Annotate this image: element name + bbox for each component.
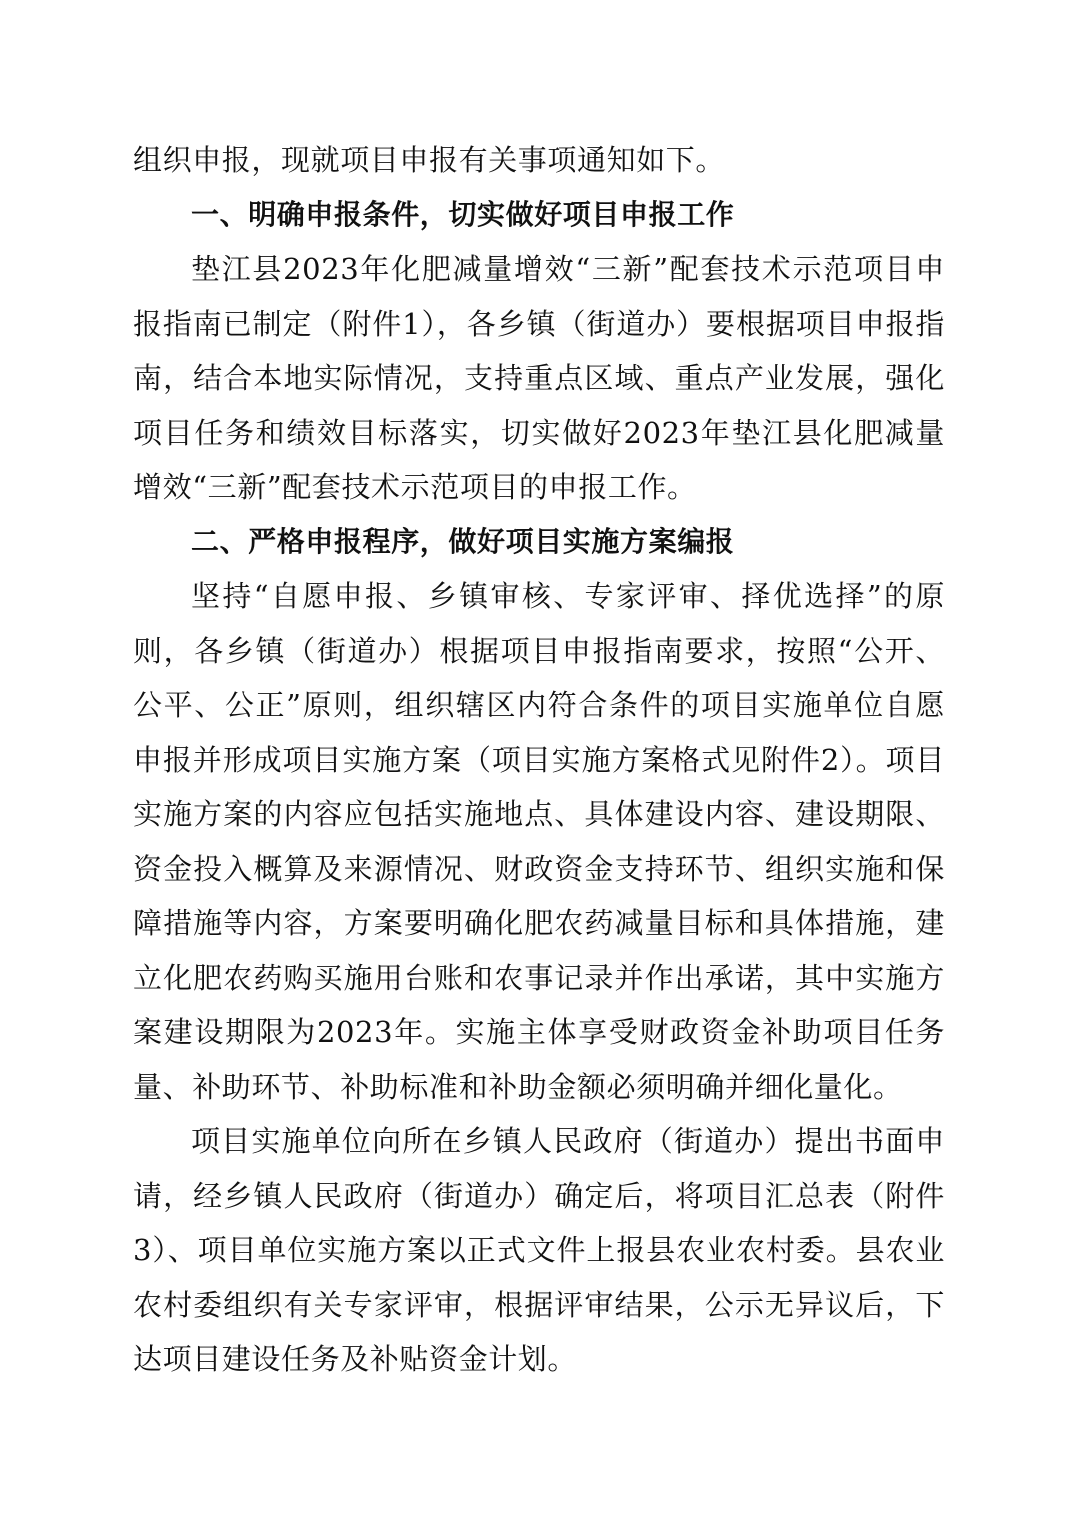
document-page bbox=[133, 133, 945, 1387]
paragraph-section-1-body: 垫江县2023年化肥减量增效“三新”配套技术示范项目申报指南已制定（附件1），各乡镇（街道办）要根据项目申报指南，结合本地实际情况，支持重点区域、重点产业发展，强化项目任务和绩效目标落实，切实做好2023年垫江县化肥减量增效“三新”配套技术示范项目的申报工作。 bbox=[133, 252, 945, 504]
paragraph-continuation: 组织申报，现就项目申报有关事项通知如下。 bbox=[133, 143, 726, 177]
paragraph-section-2-body: 坚持“自愿申报、乡镇审核、专家评审、择优选择”的原则，各乡镇（街道办）根据项目申报指南要求，按照“公开、公平、公正”原则，组织辖区内符合条件的项目实施单位自愿申报并形成项目实施方案（项目实施方案格式见附件2）。项目实施方案的内容应包括实施地点、具体建设内容、建设期限、资金投入概算及来源情况、财政资金支持环节、组织实施和保障措施等内容，方案要明确化肥农药减量目标和具体措施，建立化肥农药购买施用台账和农事记录并作出承诺，其中实施方案建设期限为2023年。实施主体享受财政资金补助项目任务量、补助环节、补助标准和补助金额必须明确并细化量化。 bbox=[133, 579, 945, 1104]
paragraph-section-2-procedure: 项目实施单位向所在乡镇人民政府（街道办）提出书面申请，经乡镇人民政府（街道办）确定后，将项目汇总表（附件3）、项目单位实施方案以正式文件上报县农业农村委。县农业农村委组织有关专家评审，根据评审结果，公示无异议后，下达项目建设任务及补贴资金计划。 bbox=[133, 1124, 945, 1376]
section-heading-1: 一、明确申报条件，切实做好项目申报工作 bbox=[191, 197, 735, 231]
section-heading-2: 二、严格申报程序，做好项目实施方案编报 bbox=[191, 524, 735, 558]
